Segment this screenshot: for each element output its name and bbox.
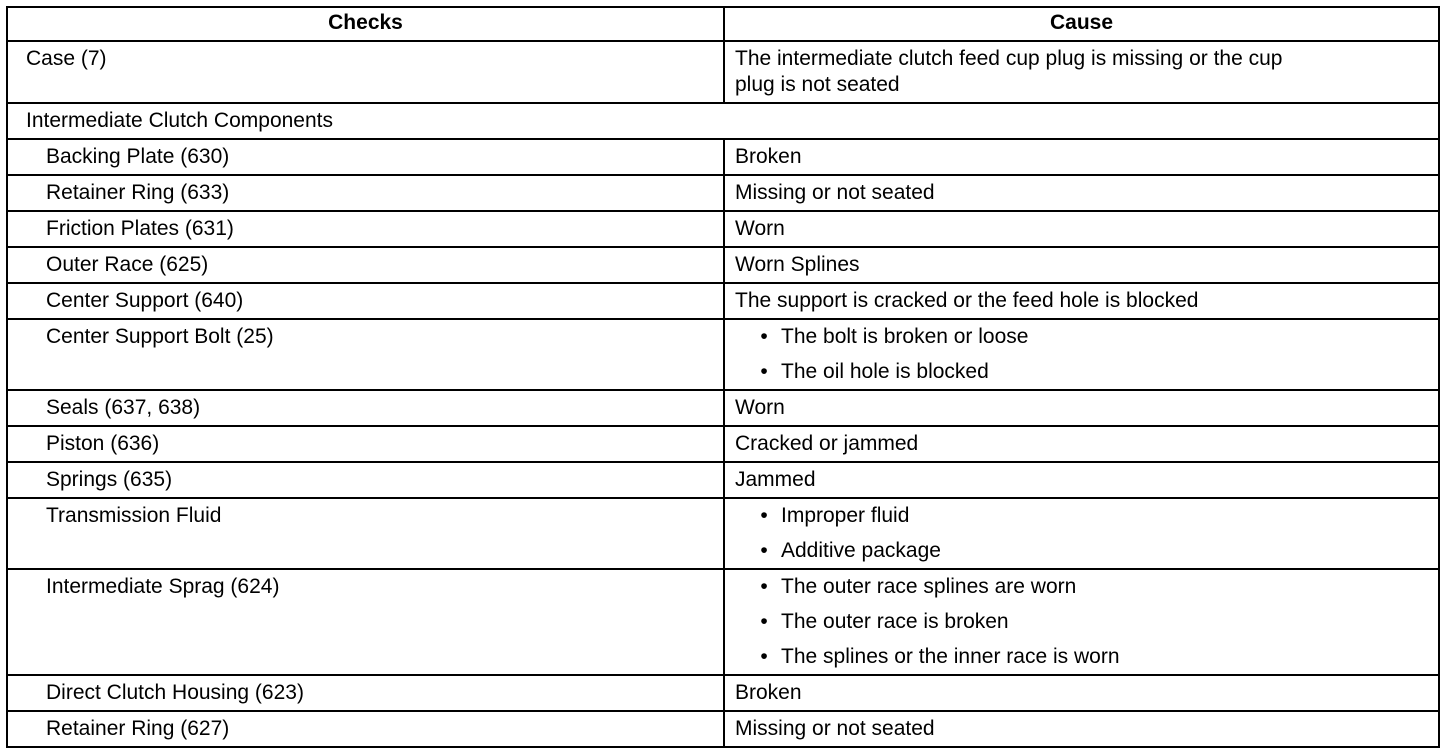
bullet-text: Additive package (781, 539, 941, 562)
cause-cell (724, 319, 1439, 390)
check-cell: Center Support (640) (7, 283, 724, 319)
table-row (7, 283, 1439, 319)
table-row (7, 41, 1439, 103)
table-row (7, 175, 1439, 211)
bullet-icon: • (760, 325, 768, 348)
check-cell: Seals (637, 638) (7, 390, 724, 426)
table-row (7, 390, 1439, 426)
cause-bullet-item (735, 538, 1426, 564)
check-cell: Transmission Fluid (7, 498, 724, 569)
bullet-text: The outer race is broken (781, 610, 1009, 633)
cause-text-line: The intermediate clutch feed cup plug is missing or the cup (735, 47, 1283, 70)
checks-header: Checks (7, 7, 724, 41)
cause-text-line: plug is not seated (735, 73, 900, 96)
section-title: Intermediate Clutch Components (7, 103, 1439, 139)
bullet-icon: • (760, 504, 768, 527)
cause-cell: Worn (724, 390, 1439, 426)
cause-cell: Broken (724, 139, 1439, 175)
check-cell: Retainer Ring (633) (7, 175, 724, 211)
cause-cell: The support is cracked or the feed hole is blocked (724, 283, 1439, 319)
cause-header: Cause (724, 7, 1439, 41)
cause-cell (724, 498, 1439, 569)
cause-bullet-item (735, 324, 1426, 359)
table-row (7, 569, 1439, 675)
bullet-text: Improper fluid (781, 504, 910, 527)
check-cell: Center Support Bolt (25) (7, 319, 724, 390)
table-row (7, 319, 1439, 390)
bullet-icon: • (760, 539, 768, 562)
check-cell: Retainer Ring (627) (7, 711, 724, 747)
bullet-icon: • (760, 575, 768, 598)
header-row (7, 7, 1439, 41)
diagnosis-table (6, 6, 1440, 748)
check-cell: Backing Plate (630) (7, 139, 724, 175)
bullet-icon: • (760, 360, 768, 383)
table-row (7, 498, 1439, 569)
cause-bullet-item (735, 359, 1426, 385)
check-cell: Outer Race (625) (7, 247, 724, 283)
cause-cell: Worn Splines (724, 247, 1439, 283)
bullet-icon: • (760, 610, 768, 633)
cause-bullet-item (735, 574, 1426, 609)
cause-bullet-item (735, 609, 1426, 644)
check-cell: Piston (636) (7, 426, 724, 462)
cause-bullet-list (735, 324, 1426, 385)
cause-cell: Cracked or jammed (724, 426, 1439, 462)
check-cell: Friction Plates (631) (7, 211, 724, 247)
check-cell: Direct Clutch Housing (623) (7, 675, 724, 711)
cause-cell (724, 569, 1439, 675)
cause-bullet-item (735, 644, 1426, 670)
section-row (7, 103, 1439, 139)
cause-cell: Broken (724, 675, 1439, 711)
bullet-text: The oil hole is blocked (781, 360, 989, 383)
table-row (7, 247, 1439, 283)
cause-cell: Missing or not seated (724, 175, 1439, 211)
cause-bullet-list (735, 574, 1426, 670)
cause-cell (724, 41, 1439, 103)
bullet-icon: • (760, 645, 768, 668)
bullet-text: The bolt is broken or loose (781, 325, 1029, 348)
check-cell: Intermediate Sprag (624) (7, 569, 724, 675)
cause-cell: Jammed (724, 462, 1439, 498)
table-row (7, 426, 1439, 462)
table-row (7, 462, 1439, 498)
table-row (7, 139, 1439, 175)
table-row (7, 211, 1439, 247)
bullet-text: The splines or the inner race is worn (781, 645, 1120, 668)
cause-bullet-list (735, 503, 1426, 564)
check-cell: Case (7) (7, 41, 724, 103)
table-row (7, 675, 1439, 711)
check-cell: Springs (635) (7, 462, 724, 498)
cause-cell: Missing or not seated (724, 711, 1439, 747)
bullet-text: The outer race splines are worn (781, 575, 1077, 598)
cause-cell: Worn (724, 211, 1439, 247)
cause-bullet-item (735, 503, 1426, 538)
